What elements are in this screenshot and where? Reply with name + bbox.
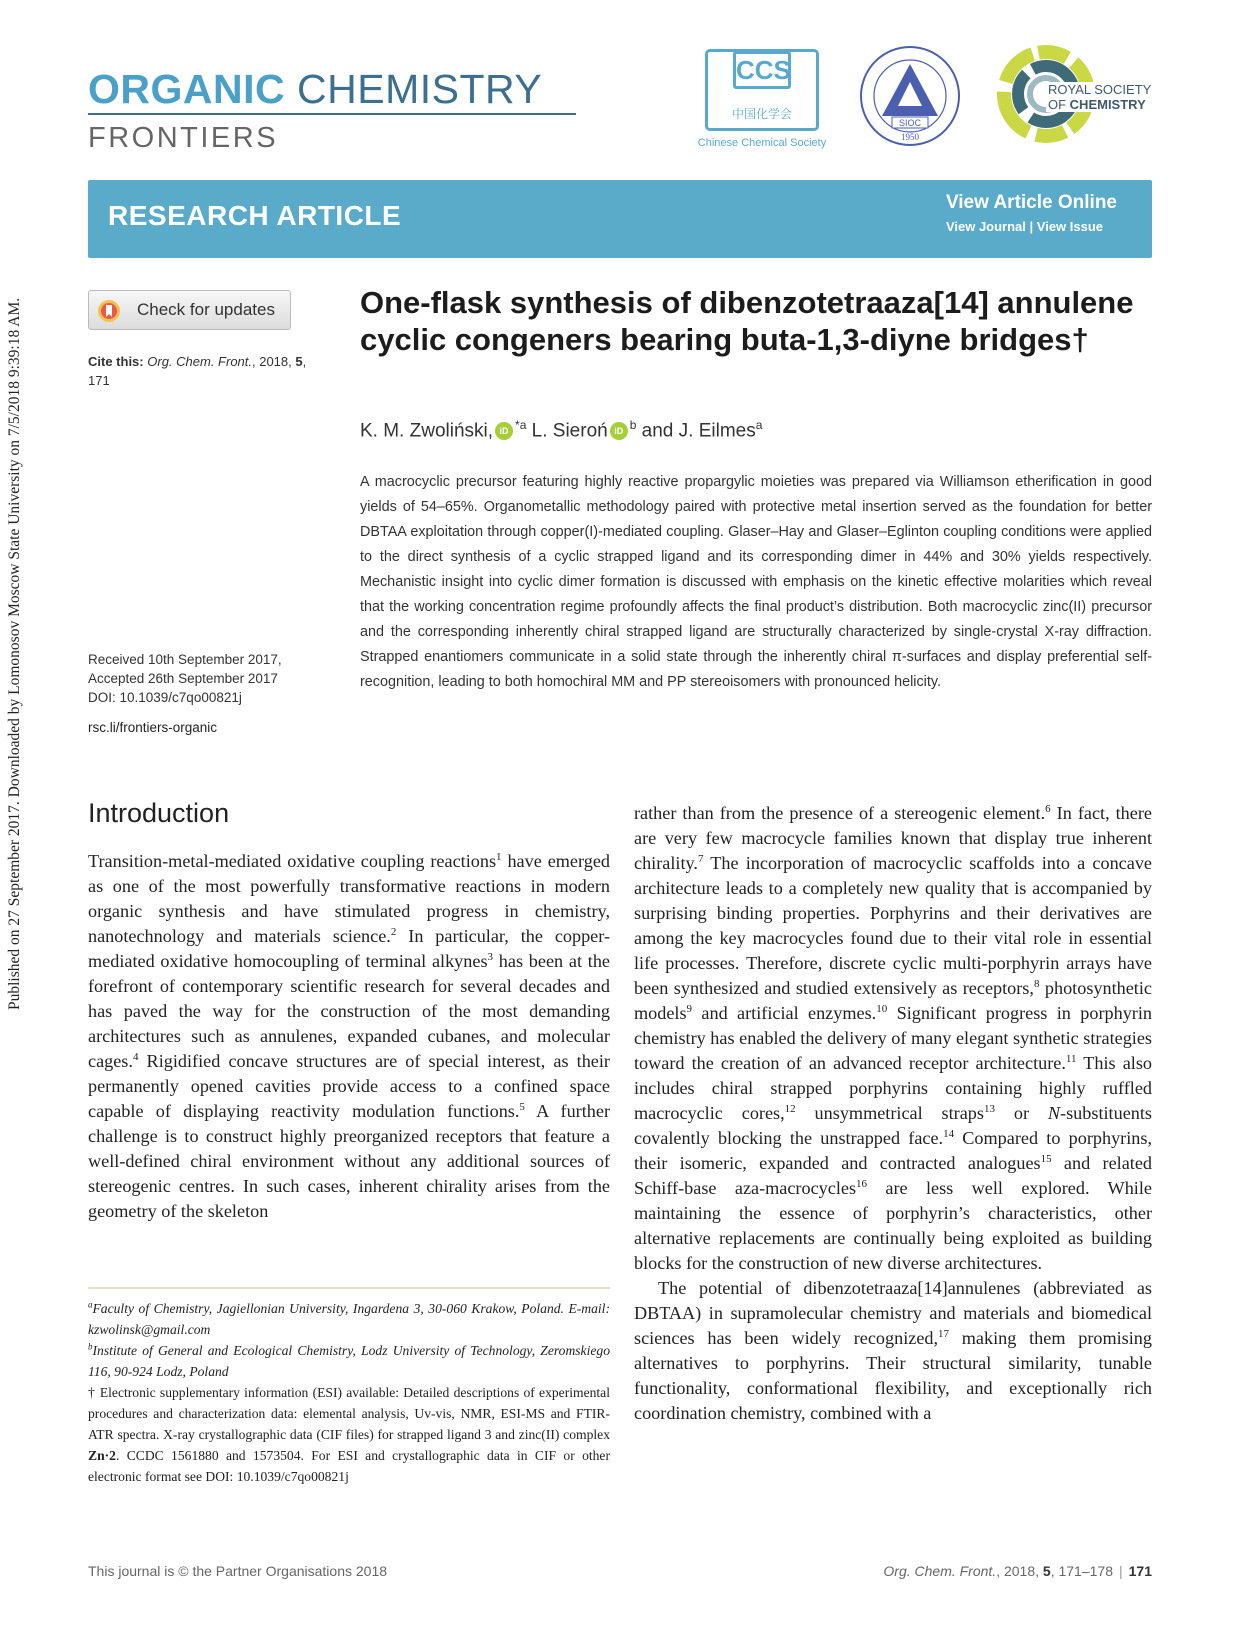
cite-label: Cite this: [88,354,144,369]
reference-link[interactable]: 3 [487,950,494,963]
footnote-marker: b [88,1341,93,1352]
footnote-marker: a [88,1299,93,1310]
citation: Cite this: Org. Chem. Front., 2018, 5, 171 [88,354,307,388]
cite-volume: 5 [295,354,303,369]
article-type-banner [88,180,1152,258]
rsc-logo[interactable] [994,40,1154,150]
journal-name-organic: ORGANIC [88,66,286,112]
reference-link[interactable]: 4 [132,1050,139,1063]
footnote-text: Institute of General and Ecological Chemistry, Lodz University of Technology, Zeromskiego 116, 90-924 Lodz, Poland [88,1343,610,1379]
article-type: RESEARCH ARTICLE [108,200,402,231]
body-column-right [634,801,1152,1426]
sioc-label: SIOC [898,118,922,128]
text-run: Compared to porphyrins, their isomeric, expanded and contracted analogues [634,1128,1152,1173]
text-run: -substituents covalently blocking the unstrapped face. [634,1103,1152,1148]
doi[interactable]: DOI: 10.1039/c7qo00821j [88,690,242,705]
reference-link[interactable]: 9 [686,1002,693,1015]
text-run: photosynthetic models [634,978,1152,1023]
reference-link[interactable]: 8 [1033,977,1040,990]
author-eilmes: and J. Eilmes [636,420,756,442]
reference-link[interactable]: 5 [519,1100,525,1113]
text-run: has been at the forefront of contemporary scientific research for several decades and has paved the way for the construction of the most demanding architectures such as annulenes, expanded cubanes, and molecular cages. [88,951,610,1071]
ccs-logo-chinese-name: 中国化学会 [731,107,792,121]
cite-page: 171 [88,373,110,388]
view-article-online-link[interactable]: View Article Online [945,192,1117,213]
footnote-esi [88,1382,610,1487]
page-number: 171 [1128,1563,1152,1579]
reference-link[interactable]: 6 [1045,802,1051,815]
reference-link[interactable]: 2 [390,925,397,938]
footer-year: , 2018, [996,1563,1043,1579]
rsc-line2 [1048,97,1151,112]
journal-name-line1 [88,66,542,112]
view-journal-link[interactable]: View Journal [945,219,1026,234]
footnote-divider [88,1287,610,1289]
journal-name-line2: FRONTIERS [88,122,279,154]
cite-year: , 2018, [252,354,296,369]
reference-link[interactable]: 15 [1040,1152,1052,1165]
ccs-logo-mark: CCS [733,51,791,89]
view-issue-link[interactable]: View Issue [1036,219,1104,234]
download-sidenote: Published on 27 September 2017. Downloaded by Lomonosov Moscow State University on 7/5/2018 9:39:18 AM. [6,297,23,1010]
sioc-year: 1950 [901,132,919,142]
rsc-line2-chemistry: CHEMISTRY [1069,97,1146,112]
text-run: Significant progress in porphyrin chemistry has enabled the delivery of many elegant synthetic strategies toward the creation of an advanced receptor architecture. [634,1003,1152,1073]
reference-link[interactable]: 12 [784,1102,796,1115]
author-affiliation-marker: b [629,418,637,432]
journal-link[interactable]: rsc.li/frontiers-organic [88,720,218,735]
text-run: The potential of dibenzotetraaza[14]annulenes (abbreviated as DBTAA) in supramolecular chemistry and materials and biomedical sciences has been widely recognized, [634,1278,1152,1348]
footnote-affiliation-a [88,1298,610,1340]
ccs-logo-name: Chinese Chemical Society [697,137,827,149]
reference-link[interactable]: 16 [856,1177,868,1190]
body-column-left [88,849,610,1224]
author-affiliation-marker: a [755,418,763,432]
footnote-text: Faculty of Chemistry, Jagiellonian University, Ingardena 3, 30-060 Krakow, Poland. E-mail: kzwolinsk@gmail.com [88,1301,610,1337]
text-run: This also includes chiral strapped porphyrins containing highly ruffled macrocyclic cores, [634,1053,1152,1123]
received-dates [88,650,338,688]
footnotes [88,1298,610,1487]
rsc-line2-of: OF [1048,97,1070,112]
text-run: In fact, there are very few macrocycle families known that display true inherent chirality. [634,803,1152,873]
text-run: Rigidified concave structures are of special interest, as their permanently opened cavities provide access to a confined space capable of displaying reactivity modulation functions. [88,1051,610,1121]
reference-link[interactable]: 11 [1065,1052,1077,1065]
orcid-icon[interactable]: iD [610,422,628,440]
text-run: or [994,1103,1048,1123]
text-run: A further challenge is to construct highly preorganized receptors that feature a well-defined chiral environment without any additional sources of stereogenic centres. In such cases, inherent chirality arises from the geometry of the skeleton [88,1101,611,1221]
reference-link[interactable]: 13 [983,1102,995,1115]
text-run: The incorporation of macrocyclic scaffolds into a concave architecture leads to a completely new quality that is accompanied by surprising binding properties. Porphyrins and their derivatives are among the key macrocycles found due to their vital role in essential life processes. Therefore, discrete cyclic multi-porphyrin arrays have been synthesized and studied extensively as receptors, [634,853,1152,998]
author-list [360,418,1160,442]
author-affiliation-marker: *a [515,418,527,432]
text-run: rather than from the presence of a stereogenic element. [634,803,1046,823]
text-run: Transition-metal-mediated oxidative coupling reactions [88,851,497,871]
accepted-date: Accepted 26th September 2017 [88,671,278,686]
text-run: are less well explored. While maintaining the essence of porphyrin’s characteristics, other alternative replacements are continually being exploited as building blocks for the construction of new diverse architectures. [634,1178,1152,1273]
rsc-wordmark [1046,82,1153,112]
reference-link[interactable]: 17 [938,1327,950,1340]
reference-link[interactable]: 10 [876,1002,888,1015]
text-run: N [1047,1103,1061,1123]
footer-separator: | [1119,1563,1123,1579]
check-for-updates-label: Check for updates [137,300,275,319]
reference-link[interactable]: 7 [697,852,704,865]
footnote-text: † Electronic supplementary information (ESI) available: Detailed descriptions of experimental procedures and characterization data: elemental analysis, Uv-vis, NMR, ESI-MS and FTIR-ATR spectra. X-ray crystallographic data (CIF files) for strapped ligand 3 and zinc(II) complex [88,1385,610,1442]
orcid-icon[interactable]: iD [495,422,513,440]
paragraph [634,1276,1152,1426]
journal-name-chemistry: CHEMISTRY [285,66,543,112]
text-run: have emerged as one of the most powerfully transformative reactions in modern organic synthesis and have stimulated progress in chemistry, nanotechnology and materials science. [88,851,610,946]
paragraph [88,849,610,1224]
footnote-text: . CCDC 1561880 and 1573504. For ESI and crystallographic data in CIF or other electronic format see DOI: 10.1039/c7qo00821j [88,1448,610,1484]
sioc-emblem-icon [858,44,962,148]
sioc-logo[interactable] [858,44,962,148]
footer-volume: 5 [1042,1563,1051,1579]
reference-link[interactable]: 1 [496,850,502,863]
copyright-footer: This journal is © the Partner Organisations 2018 [88,1563,388,1579]
cite-journal: Org. Chem. Front. [147,354,252,369]
compound-label: Zn·2 [88,1448,116,1463]
text-run: and related Schiff-base aza-macrocycles [634,1153,1153,1198]
abstract: A macrocyclic precursor featuring highly reactive propargylic moieties was prepared via Williamson etherification in good yields of 54–65%. Organometallic methodology paired with protective metal insertion served as the foundation for better DBTAA exploitation through copper(I)-mediated coupling. Glaser–Hay and Glaser–Eglinton coupling conditions were applied to the direct synthesis of a cyclic strapped ligand and its corresponding dimer in 44% and 30% yields respectively. Mechanistic insight into cyclic dimer formation is discussed with emphasis on the kinetic effective molarities which reveal that the working concentration regime profoundly affects the final product’s distribution. Both macrocyclic zinc(II) precursor and the corresponding inherently chiral strapped ligand are structurally characterized by single-crystal X-ray diffraction. Strapped enantiomers communicate in a solid state through the inherently chiral π-surfaces and display preferential self-recognition, leading to both homochiral MM and PP stereoisomers with pronounced helicity. [360,474,1152,690]
text-run: making them promising alternatives to porphyrins. Their structural similarity, tunable functionality, conformational flexibility, and exceptionally rich coordination chemistry, combined with a [634,1328,1152,1423]
author-sieron: L. Sieroń [526,420,608,442]
check-for-updates-button[interactable] [88,290,291,330]
section-heading-introduction: Introduction [88,798,230,828]
text-run: and artificial enzymes. [692,1003,877,1023]
ccs-logo[interactable] [697,45,827,155]
page-footer [883,1563,1152,1579]
paragraph [634,801,1152,1276]
author-zwolinski: K. M. Zwoliński, [360,420,494,442]
footer-pages: , 171–178 [1050,1563,1113,1579]
text-run: In particular, the copper-mediated oxidative homocoupling of terminal alkynes [88,926,610,971]
link-divider: | [1025,219,1037,234]
reference-link[interactable]: 14 [943,1127,955,1140]
text-run: unsymmetrical straps [795,1103,984,1123]
journal-rule [88,113,576,115]
received-date: Received 10th September 2017, [88,652,282,667]
crossmark-icon [97,299,121,323]
journal-logo[interactable] [88,66,542,155]
article-title: One-flask synthesis of dibenzotetraaza[14] annulene cyclic congeners bearing buta-1,3-diyne bridges† [360,285,1134,357]
banner-links [946,192,1117,234]
footnote-affiliation-b [88,1340,610,1382]
rsc-line1: ROYAL SOCIETY [1048,82,1152,97]
banner-sub-links [946,219,1117,234]
footer-journal: Org. Chem. Front. [883,1563,997,1579]
